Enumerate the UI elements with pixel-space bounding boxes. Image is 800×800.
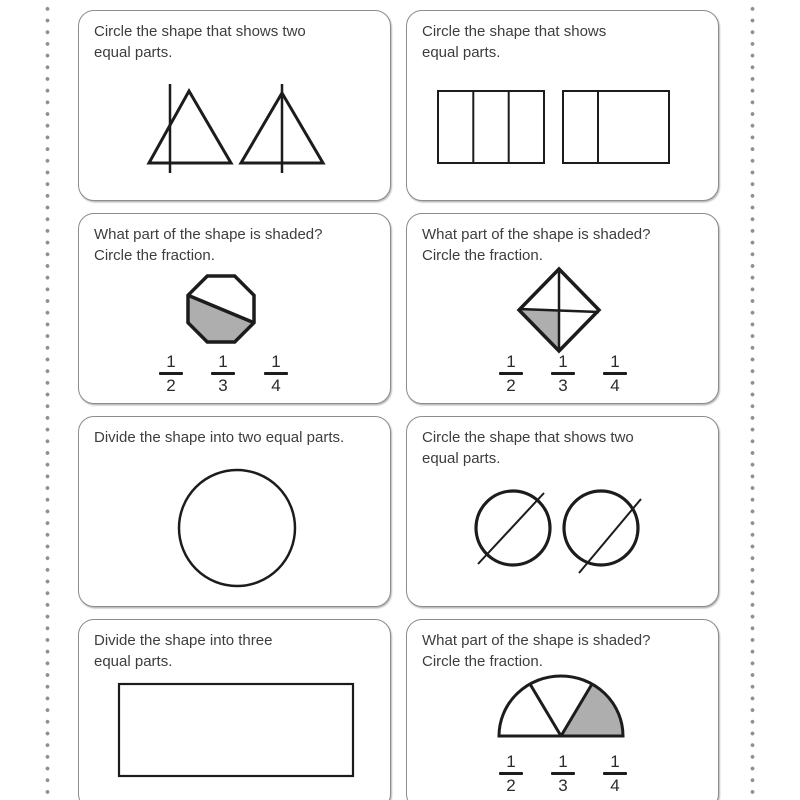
- prompt-line: equal parts.: [94, 44, 173, 61]
- question-card-q3: [78, 213, 391, 404]
- right-dotted-margin: [750, 3, 755, 800]
- fraction-denominator: 4: [610, 376, 620, 395]
- fraction-bar: [499, 772, 523, 775]
- fraction-numerator: 1: [506, 352, 516, 371]
- circle-option-equal-parts[interactable]: [476, 491, 550, 565]
- fraction-denominator: 2: [506, 776, 516, 795]
- fraction-denominator: 2: [506, 376, 516, 395]
- fraction-bar: [264, 372, 288, 375]
- question-card-q4: [406, 213, 719, 404]
- figure-two-circles: [407, 417, 717, 605]
- fraction-denominator: 4: [610, 776, 620, 795]
- prompt-line: Circle the fraction.: [422, 247, 543, 264]
- fraction-numerator: 1: [558, 752, 568, 771]
- fraction-denominator: 2: [166, 376, 176, 395]
- prompt-line: Circle the shape that shows two: [94, 23, 306, 40]
- rectangle-option-two-unequal-parts[interactable]: [563, 91, 669, 163]
- fraction-denominator: 3: [558, 776, 568, 795]
- fraction-denominator: 3: [558, 376, 568, 395]
- figure-two-rectangles: [407, 11, 717, 199]
- prompt-line: Circle the shape that shows: [422, 23, 607, 40]
- question-card-q1: [78, 10, 391, 201]
- fraction-option-one-half[interactable]: [496, 753, 526, 794]
- triangle-option-unequal-parts[interactable]: [149, 84, 231, 173]
- fraction-numerator: 1: [166, 352, 176, 371]
- diameter-cut-line: [478, 493, 544, 564]
- fraction-bar: [603, 372, 627, 375]
- prompt-line: What part of the shape is shaded?: [422, 632, 651, 649]
- left-dotted-margin: [45, 3, 50, 800]
- prompt-line: What part of the shape is shaded?: [422, 226, 651, 243]
- rectangle-outline: [563, 91, 669, 163]
- semicircle-shape: [499, 676, 623, 736]
- triangle-option-equal-parts[interactable]: [241, 84, 323, 173]
- prompt-line: equal parts.: [422, 44, 501, 61]
- question-card-q6: [406, 416, 719, 607]
- question-card-q7: [78, 619, 391, 800]
- fraction-bar: [159, 372, 183, 375]
- circle-to-divide[interactable]: [179, 470, 295, 586]
- worksheet-grid: [78, 10, 719, 800]
- fraction-denominator: 3: [218, 376, 228, 395]
- fraction-denominator: 4: [271, 376, 281, 395]
- fraction-option-one-fourth[interactable]: [600, 753, 630, 794]
- fraction-bar: [551, 772, 575, 775]
- fraction-numerator: 1: [610, 352, 620, 371]
- fraction-option-one-third[interactable]: [548, 753, 578, 794]
- fraction-option-one-fourth[interactable]: [261, 353, 291, 394]
- fraction-option-one-half[interactable]: [496, 353, 526, 394]
- fraction-option-one-third[interactable]: [548, 353, 578, 394]
- sector-line-left: [530, 684, 561, 736]
- figure-empty-circle: [79, 417, 389, 605]
- prompt-line: Circle the shape that shows two: [422, 429, 634, 446]
- triangle-outline: [149, 91, 231, 163]
- fraction-numerator: 1: [218, 352, 228, 371]
- question-card-q2: [406, 10, 719, 201]
- question-card-q5: [78, 416, 391, 607]
- fraction-option-one-half[interactable]: [156, 353, 186, 394]
- prompt-line: equal parts.: [422, 450, 501, 467]
- figure-two-triangles: [79, 11, 389, 199]
- prompt-line: What part of the shape is shaded?: [94, 226, 323, 243]
- rectangle-to-divide[interactable]: [119, 684, 353, 776]
- octagon-shape: [188, 276, 254, 342]
- circle-outline: [564, 491, 638, 565]
- fraction-numerator: 1: [558, 352, 568, 371]
- fraction-option-one-third[interactable]: [208, 353, 238, 394]
- fraction-bar: [551, 372, 575, 375]
- prompt-line: equal parts.: [94, 653, 173, 670]
- fraction-bar: [603, 772, 627, 775]
- rectangle-option-three-equal-parts[interactable]: [438, 91, 544, 163]
- prompt-line: Divide the shape into two equal parts.: [94, 429, 345, 446]
- question-card-q8: [406, 619, 719, 800]
- fraction-numerator: 1: [506, 752, 516, 771]
- fraction-bar: [211, 372, 235, 375]
- figure-empty-rectangle: [79, 620, 389, 800]
- fraction-numerator: 1: [271, 352, 281, 371]
- shaded-sector: [561, 684, 623, 736]
- circle-option-unequal-parts[interactable]: [564, 491, 641, 573]
- rectangle-outline: [438, 91, 544, 163]
- fraction-option-one-fourth[interactable]: [600, 353, 630, 394]
- prompt-line: Circle the fraction.: [422, 653, 543, 670]
- prompt-line: Divide the shape into three: [94, 632, 273, 649]
- diamond-shape: [519, 269, 599, 351]
- fraction-bar: [499, 372, 523, 375]
- fraction-numerator: 1: [610, 752, 620, 771]
- offset-chord-cut-line: [579, 499, 641, 573]
- prompt-line: Circle the fraction.: [94, 247, 215, 264]
